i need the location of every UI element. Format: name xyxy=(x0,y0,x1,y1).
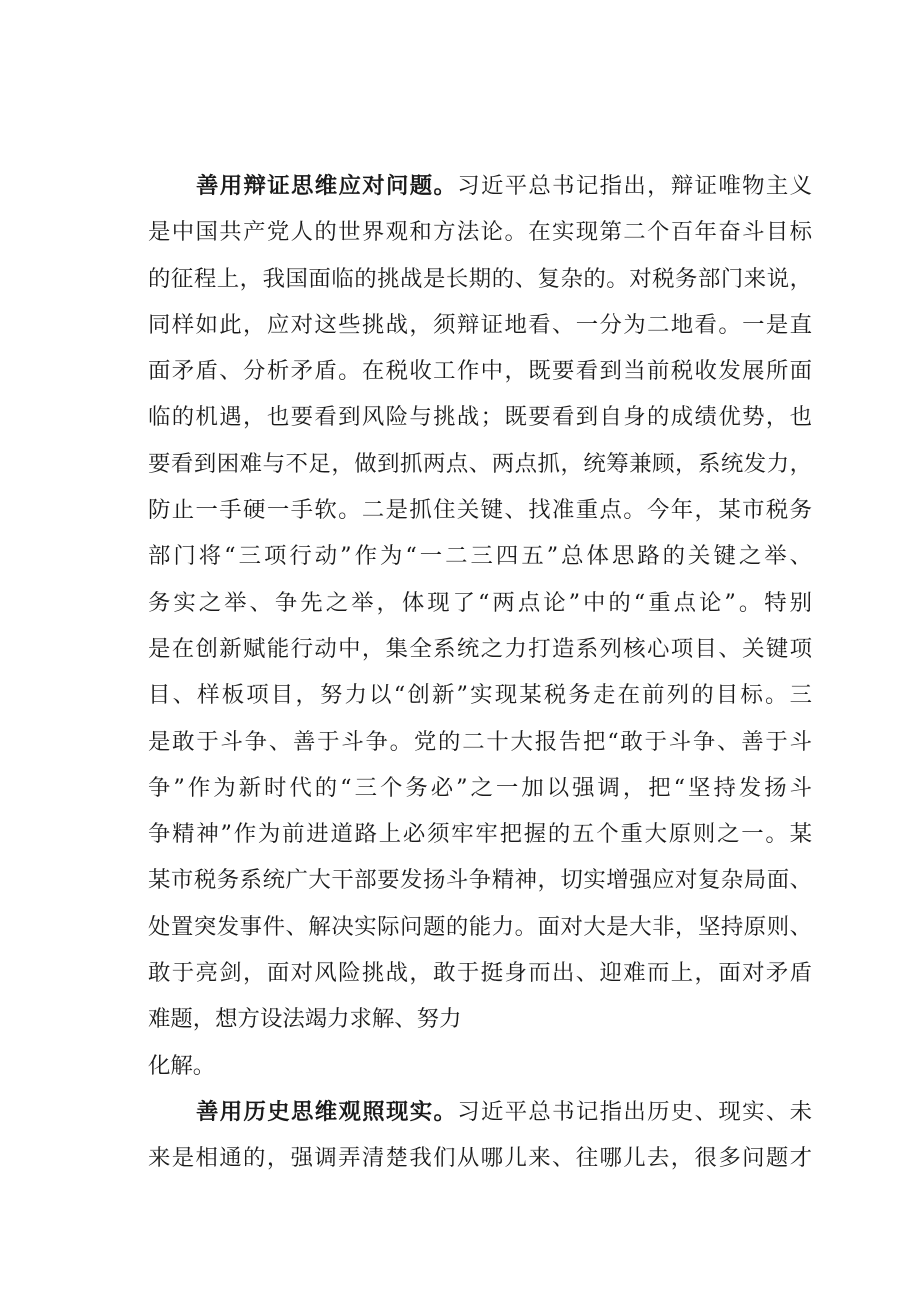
text-line: 争精神”作为前进道路上必须牢牢把握的五个重大原则之一。某 xyxy=(148,821,812,848)
text-line: 部门将“三项行动”作为“一二三四五”总体思路的关键之举、 xyxy=(148,543,812,570)
text-line: 目、样板项目，努力以“创新”实现某税务走在前列的目标。三 xyxy=(148,682,812,709)
text-line: 是中国共产党人的世界观和方法论。在实现第二个百年奋斗目标 xyxy=(148,219,812,246)
text-line xyxy=(148,1089,812,1135)
text-line: 来是相通的，强调弄清楚我们从哪儿来、往哪儿去，很多问题才 xyxy=(148,1145,812,1172)
line-text: 习近平总书记指出历史、现实、未 xyxy=(457,1098,813,1125)
paragraph-heading: 善用历史思维观照现实。 xyxy=(196,1098,458,1125)
text-line: 的征程上，我国面临的挑战是长期的、复杂的。对税务部门来说， xyxy=(148,265,812,292)
text-line: 务实之举、争先之举，体现了“两点论”中的“重点论”。特别 xyxy=(148,589,812,616)
text-line: 要看到困难与不足，做到抓两点、两点抓，统筹兼顾，系统发力， xyxy=(148,450,812,477)
text-line: 同样如此，应对这些挑战，须辩证地看、一分为二地看。一是直 xyxy=(148,311,812,338)
document-page xyxy=(148,163,812,1182)
text-line: 争”作为新时代的“三个务必”之一加以强调，把“坚持发扬斗 xyxy=(148,774,812,801)
paragraph-heading: 善用辩证思维应对问题。 xyxy=(196,173,458,199)
text-line: 面矛盾、分析矛盾。在税收工作中，既要看到当前税收发展所面 xyxy=(148,358,812,385)
text-line: 是敢于斗争、善于斗争。党的二十大报告把“敢于斗争、善于斗 xyxy=(148,728,812,755)
text-line: 防止一手硬一手软。二是抓住关键、找准重点。今年，某市税务 xyxy=(148,497,812,524)
paragraph-historical-thinking xyxy=(148,1089,812,1182)
text-line xyxy=(148,163,812,209)
text-line: 是在创新赋能行动中，集全系统之力打造系列核心项目、关键项 xyxy=(148,635,812,662)
text-line: 敢于亮剑，面对风险挑战，敢于挺身而出、迎难而上，面对矛盾 xyxy=(148,960,812,987)
text-line: 化解。 xyxy=(148,1052,216,1079)
text-line: 处置突发事件、解决实际问题的能力。面对大是大非，坚持原则、 xyxy=(148,913,812,940)
text-line: 某市税务系统广大干部要发扬斗争精神，切实增强应对复杂局面、 xyxy=(148,867,812,894)
text-line: 临的机遇，也要看到风险与挑战；既要看到自身的成绩优势，也 xyxy=(148,404,812,431)
text-line: 难题，想方设法竭力求解、努力 xyxy=(148,1006,462,1033)
paragraph-dialectical-thinking xyxy=(148,163,812,1089)
line-text: 习近平总书记指出，辩证唯物主义 xyxy=(457,173,813,199)
